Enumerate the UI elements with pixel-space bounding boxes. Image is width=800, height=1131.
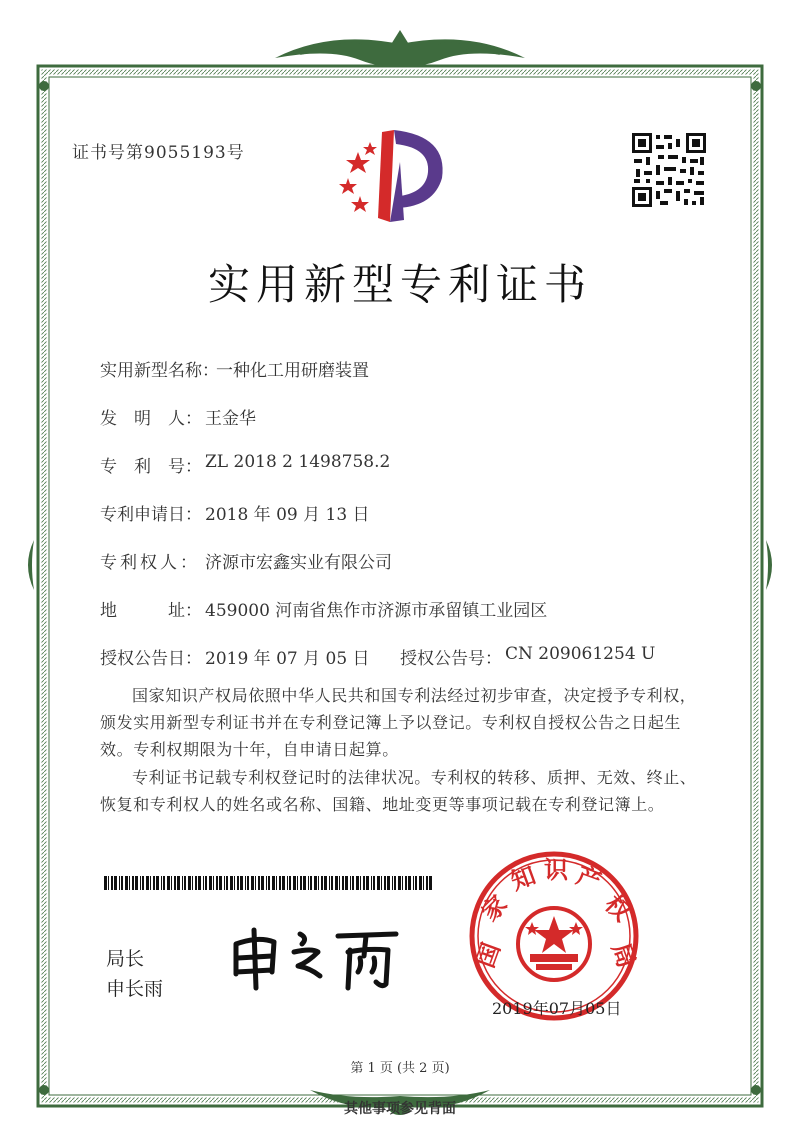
utility-model-name-value: 一种化工用研磨装置 (216, 361, 369, 381)
utility-model-name-label: 实用新型名称： (100, 361, 219, 381)
svg-text:权: 权 (599, 889, 637, 927)
grant-date-value: 2019 年 07 月 05 日 (205, 649, 370, 669)
filing-date-value: 2018 年 09 月 13 日 (205, 505, 370, 525)
filing-date-label: 专利申请日： (100, 505, 202, 525)
director-title: 局长 (106, 948, 145, 970)
patent-number-label: 专 利 号： (100, 457, 202, 477)
page-indicator: 第 1 页 (共 2 页) (350, 1061, 450, 1076)
svg-text:知: 知 (507, 861, 540, 896)
svg-text:产: 产 (572, 861, 605, 896)
address-label: 地 址： (100, 601, 202, 621)
address-value: 459000 河南省焦作市济源市承留镇工业园区 (205, 601, 548, 621)
inventor-value: 王金华 (205, 409, 256, 429)
top-ornament (275, 30, 525, 66)
patent-office-logo-icon (330, 122, 460, 234)
seal-date: 2019年07月05日 (492, 999, 622, 1018)
certificate-title: 实用新型专利证书 (207, 260, 592, 309)
qr-code-icon (630, 131, 708, 209)
see-back-note: 其他事项参见背面 (344, 1101, 456, 1117)
grant-number-value: CN 209061254 U (505, 644, 656, 664)
certificate-number: 证书号第9055193号 (72, 143, 245, 163)
legal-status-paragraph: 专利证书记载专利权登记时的法律状况。专利权的转移、质押、无效、终止、恢复和专利权人的姓名或名称、国籍、地址变更等事项记载在专利登记簿上。 (100, 768, 697, 814)
director-signature (228, 922, 428, 994)
director-name: 申长雨 (106, 978, 164, 1000)
svg-text:国: 国 (471, 939, 506, 972)
patent-number-value: ZL 2018 2 1498758.2 (205, 452, 391, 472)
grant-date-label: 授权公告日： (100, 649, 202, 669)
inventor-label: 发 明 人： (100, 409, 202, 429)
patentee-label: 专利权人： (100, 553, 200, 573)
patentee-value: 济源市宏鑫实业有限公司 (205, 553, 392, 573)
barcode (104, 876, 434, 890)
grant-statement-paragraph: 国家知识产权局依照中华人民共和国专利法经过初步审查，决定授予专利权，颁发实用新型专利证书并在专利登记簿上予以登记。专利权自授权公告之日起生效。专利权期限为十年，自申请日起算。 (100, 686, 697, 759)
svg-text:局: 局 (606, 939, 641, 972)
svg-text:识: 识 (544, 856, 568, 884)
svg-text:家: 家 (475, 889, 513, 927)
grant-number-label: 授权公告号： (400, 649, 502, 669)
